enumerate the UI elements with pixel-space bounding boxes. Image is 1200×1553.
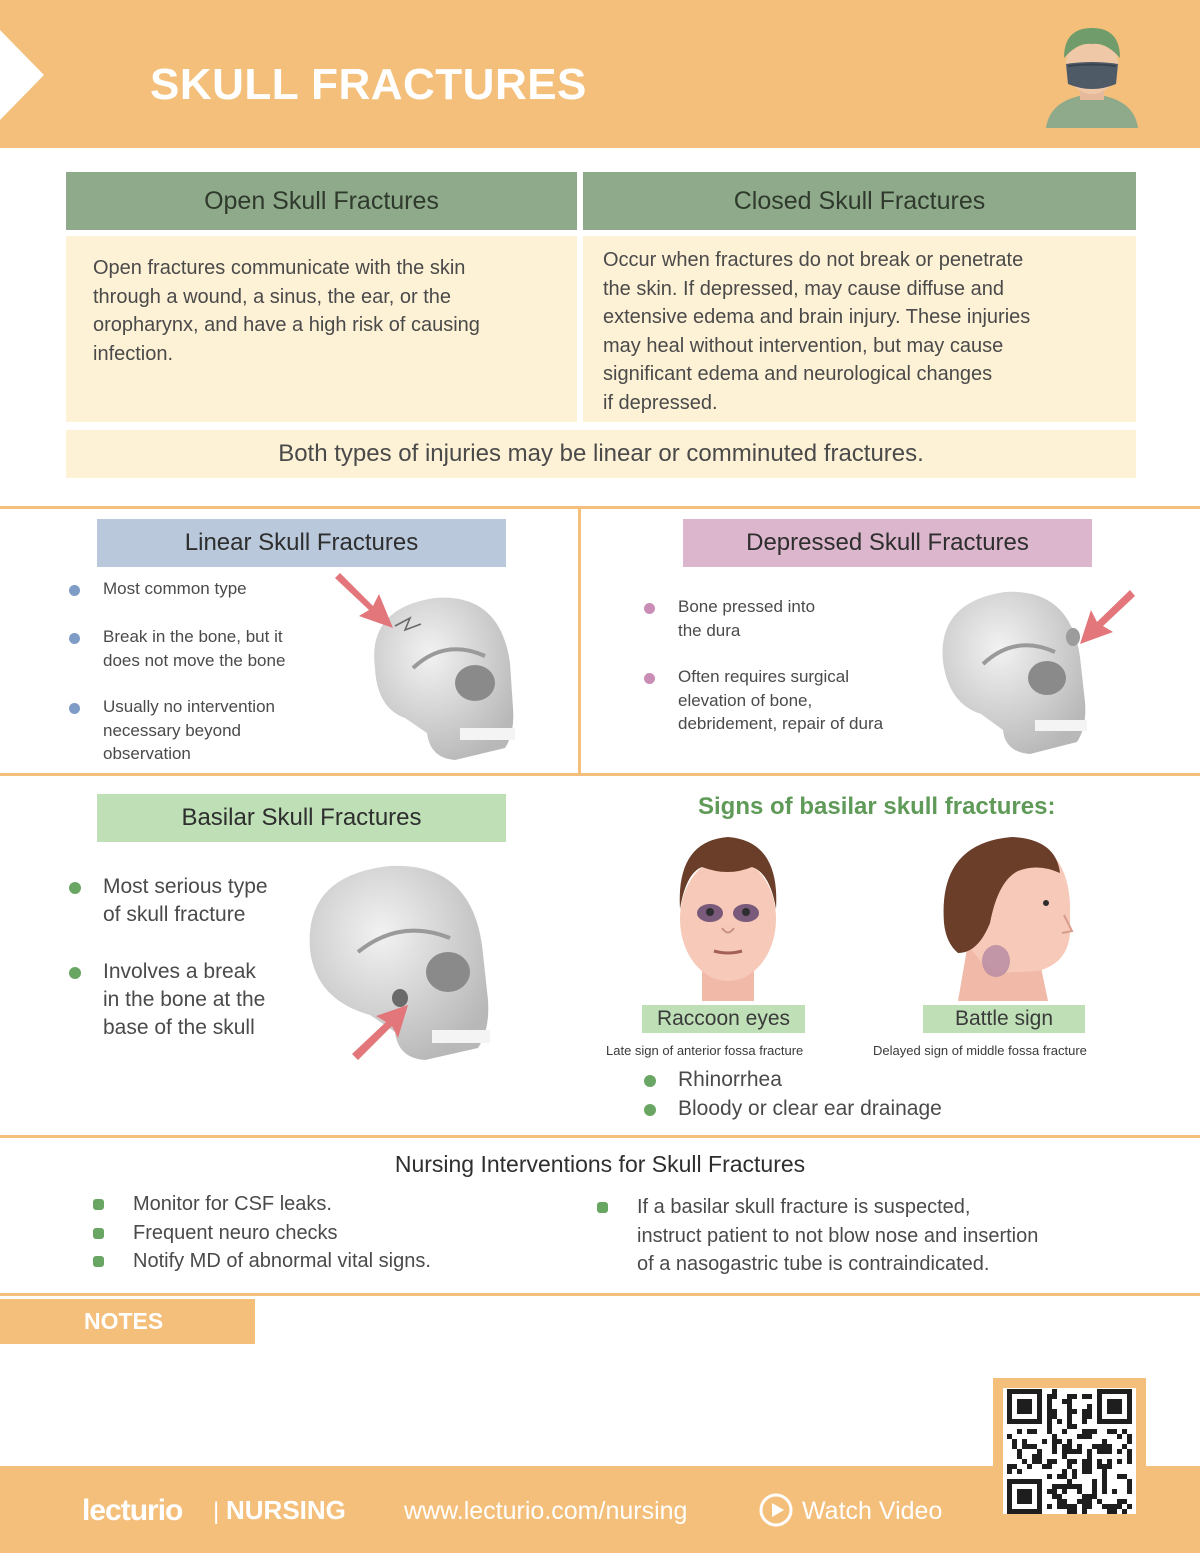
linear-skull-illustration bbox=[335, 568, 535, 768]
depressed-fractures-heading: Depressed Skull Fractures bbox=[683, 519, 1092, 567]
divider bbox=[0, 506, 1200, 509]
raccoon-eyes-face-illustration bbox=[672, 833, 784, 1001]
brand-label: NURSING bbox=[226, 1495, 346, 1525]
list-item bbox=[678, 1066, 782, 1094]
list-item bbox=[133, 1219, 338, 1248]
text-line: infection. bbox=[93, 342, 174, 365]
text-line: Most common type bbox=[103, 579, 247, 598]
list-item bbox=[678, 595, 815, 642]
text-line: may heal without intervention, but may cause bbox=[603, 334, 1004, 357]
signs-title: Signs of basilar skull fractures: bbox=[698, 793, 1056, 820]
list-item bbox=[103, 695, 275, 766]
text-line: oropharynx, and have a high risk of causing bbox=[93, 314, 480, 336]
basilar-fractures-heading: Basilar Skull Fractures bbox=[97, 794, 506, 842]
text-line: Bloody or clear ear drainage bbox=[678, 1097, 942, 1120]
bullet-dot bbox=[644, 673, 655, 684]
logo-separator: | bbox=[213, 1498, 220, 1525]
lecturio-logo: lecturio bbox=[82, 1494, 183, 1527]
text-line: Open fractures communicate with the skin bbox=[93, 257, 466, 279]
bullet-square bbox=[93, 1199, 104, 1210]
text-line: Notify MD of abnormal vital signs. bbox=[133, 1250, 431, 1272]
text-line: Break in the bone, but it bbox=[103, 627, 283, 646]
text-line: Bone pressed into bbox=[678, 597, 816, 616]
text-line: If a basilar skull fracture is suspected, bbox=[637, 1196, 971, 1218]
bullet-dot bbox=[69, 882, 81, 894]
header-arrow-shape bbox=[0, 30, 44, 120]
text-line: Usually no intervention bbox=[103, 697, 275, 716]
bullet-dot bbox=[69, 585, 80, 596]
website-link[interactable]: www.lecturio.com/nursing bbox=[404, 1497, 688, 1525]
text-line: through a wound, a sinus, the ear, or the bbox=[93, 285, 452, 308]
bullet-square bbox=[597, 1202, 608, 1213]
raccoon-eyes-caption: Late sign of anterior fossa fracture bbox=[606, 1043, 804, 1058]
list-item bbox=[678, 1095, 942, 1123]
text-line: the dura bbox=[678, 620, 741, 640]
surgeon-avatar-icon bbox=[1040, 20, 1144, 132]
text-line: in the bone at the bbox=[103, 988, 266, 1011]
bullet-dot bbox=[69, 633, 80, 644]
text-line: Most serious type bbox=[103, 875, 268, 898]
text-line: debridement, repair of dura bbox=[678, 714, 884, 733]
divider bbox=[0, 773, 1200, 776]
text-line: elevation of bone, bbox=[678, 690, 813, 710]
list-item bbox=[133, 1190, 332, 1219]
text-line: Occur when fractures do not break or penetrate bbox=[603, 249, 1024, 271]
notes-label: NOTES bbox=[0, 1299, 255, 1344]
battle-sign-caption: Delayed sign of middle fossa fracture bbox=[873, 1043, 1087, 1058]
text-line: the skin. If depressed, may cause diffuse and bbox=[603, 277, 1004, 300]
text-line: does not move the bone bbox=[103, 650, 286, 670]
list-item bbox=[678, 665, 883, 736]
bullet-square bbox=[93, 1256, 104, 1267]
text-line: Monitor for CSF leaks. bbox=[133, 1193, 332, 1215]
list-item bbox=[103, 625, 285, 672]
interventions-title: Nursing Interventions for Skull Fractures bbox=[394, 1151, 806, 1177]
battle-sign-face-illustration bbox=[938, 833, 1078, 1001]
list-item bbox=[103, 958, 265, 1042]
qr-code-frame bbox=[993, 1378, 1146, 1524]
bullet-dot bbox=[644, 1075, 656, 1087]
raccoon-eyes-label: Raccoon eyes bbox=[642, 1005, 805, 1033]
closed-fractures-description bbox=[583, 236, 1136, 422]
watch-video-link[interactable]: Watch Video bbox=[802, 1497, 943, 1525]
text-line: extensive edema and brain injury. These injuries bbox=[603, 306, 1031, 328]
page-title: SKULL FRACTURES bbox=[150, 60, 587, 109]
text-line: instruct patient to not blow nose and insertion bbox=[637, 1224, 1039, 1247]
text-line: Rhinorrhea bbox=[678, 1068, 782, 1091]
text-line: Involves a break bbox=[103, 960, 256, 983]
list-item bbox=[103, 873, 268, 929]
divider bbox=[578, 506, 581, 776]
open-fractures-description bbox=[66, 236, 577, 422]
depressed-skull-illustration bbox=[935, 582, 1135, 762]
closed-fractures-heading: Closed Skull Fractures bbox=[583, 172, 1136, 230]
divider bbox=[0, 1293, 1200, 1296]
battle-sign-label: Battle sign bbox=[923, 1005, 1085, 1033]
text-line: if depressed. bbox=[603, 391, 718, 414]
linear-fractures-heading: Linear Skull Fractures bbox=[97, 519, 506, 567]
text-line: base of the skull bbox=[103, 1016, 255, 1039]
basilar-skull-illustration bbox=[300, 860, 500, 1070]
pointer-arrow-icon bbox=[1080, 590, 1135, 644]
bullet-dot bbox=[69, 967, 81, 979]
divider bbox=[0, 1135, 1200, 1138]
list-item bbox=[133, 1247, 431, 1276]
open-fractures-heading: Open Skull Fractures bbox=[66, 172, 577, 230]
bullet-dot bbox=[644, 1104, 656, 1116]
text-line: of a nasogastric tube is contraindicated. bbox=[637, 1253, 990, 1275]
text-line: observation bbox=[103, 744, 191, 763]
text-line: of skull fracture bbox=[103, 903, 246, 926]
play-circle-icon[interactable] bbox=[758, 1492, 794, 1528]
bullet-dot bbox=[644, 603, 655, 614]
page-header bbox=[0, 0, 1200, 148]
qr-code-icon[interactable] bbox=[1003, 1388, 1136, 1514]
both-types-note: Both types of injuries may be linear or comminuted fractures. bbox=[66, 430, 1136, 478]
text-line: significant edema and neurological changes bbox=[603, 363, 993, 385]
text-line: Often requires surgical bbox=[678, 667, 850, 686]
list-item bbox=[103, 577, 247, 601]
bullet-square bbox=[93, 1228, 104, 1239]
text-line: necessary beyond bbox=[103, 720, 241, 740]
pointer-arrow-icon bbox=[335, 573, 393, 628]
bullet-dot bbox=[69, 703, 80, 714]
text-line: Frequent neuro checks bbox=[133, 1222, 338, 1244]
list-item bbox=[637, 1193, 1038, 1279]
